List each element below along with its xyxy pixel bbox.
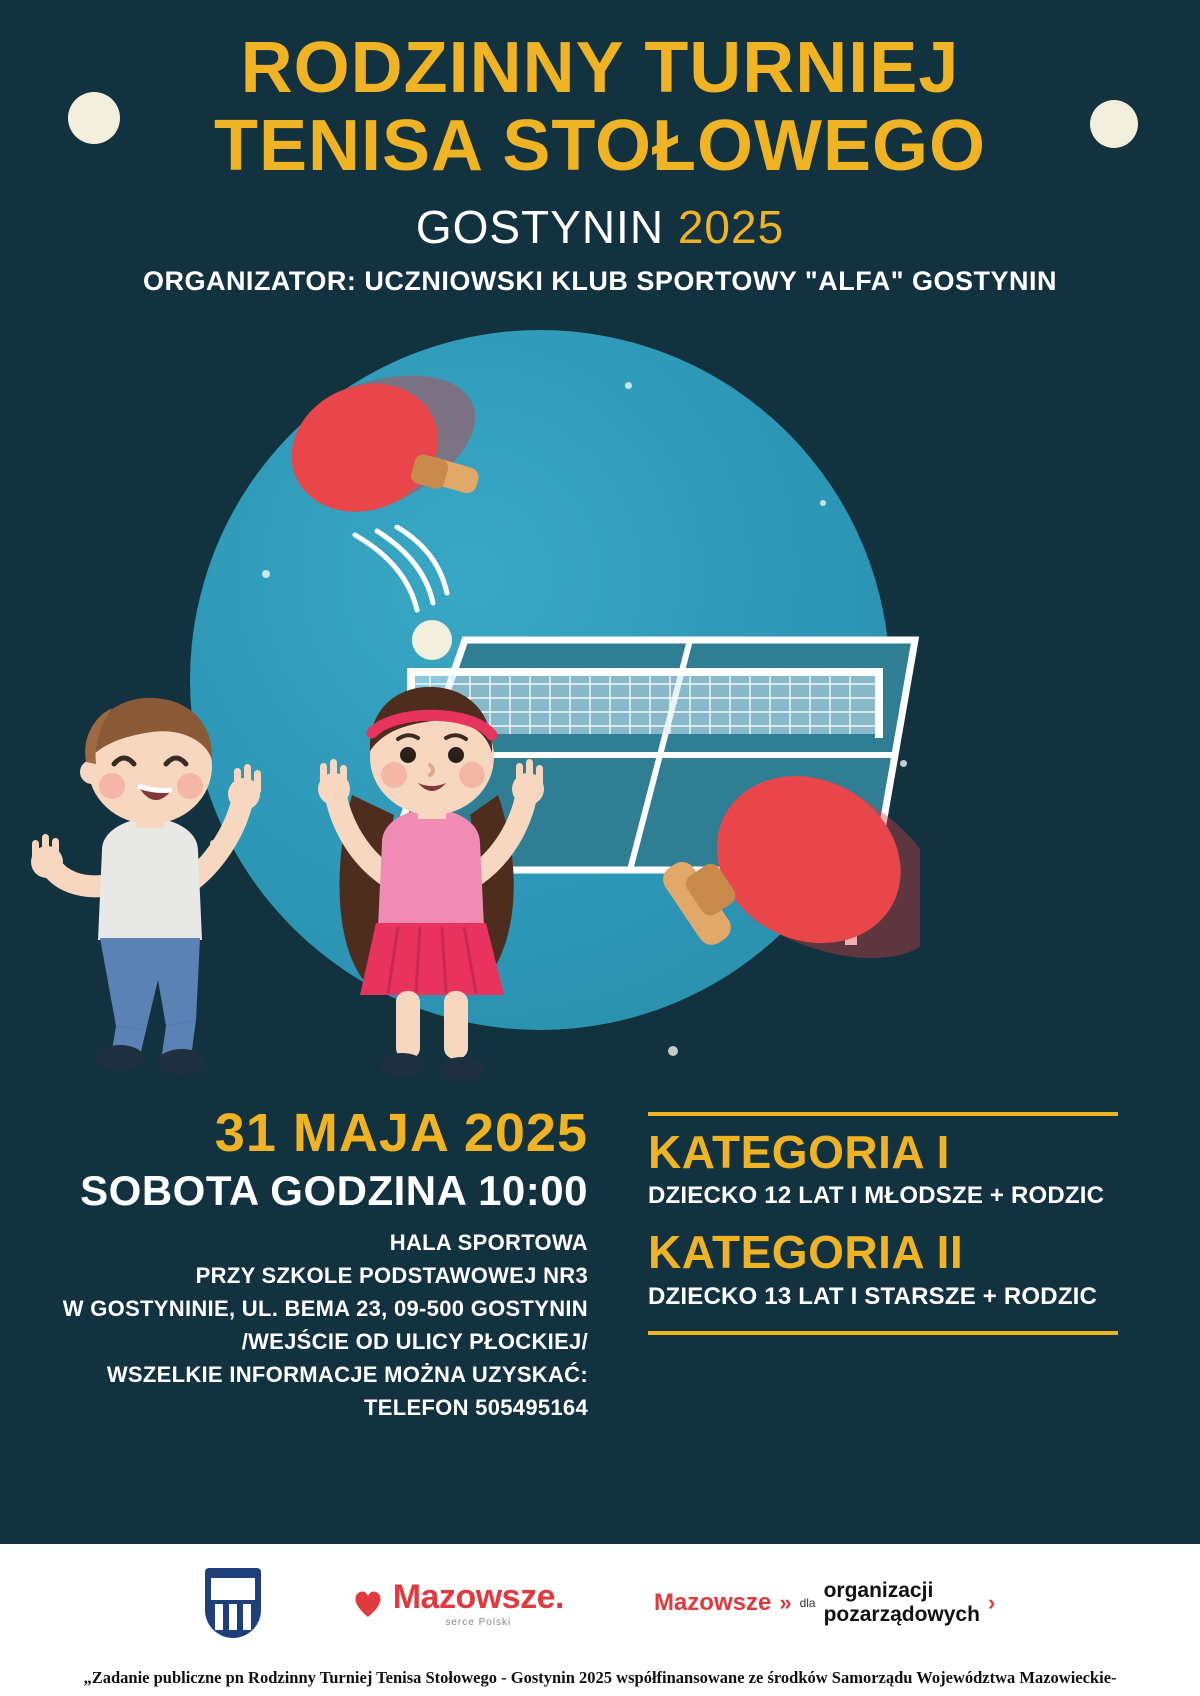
crest-column xyxy=(215,1604,223,1630)
motion-lines-icon xyxy=(335,525,455,625)
category-description: DZIECKO 13 LAT I STARSZE + RODZIC xyxy=(648,1282,1098,1310)
mazowsze-ngo-logo xyxy=(654,1579,995,1627)
crest-column xyxy=(243,1604,251,1630)
paddle-bottom-icon xyxy=(620,740,920,1040)
mazowsze-logo xyxy=(351,1578,564,1628)
gostynin-coat-of-arms-icon xyxy=(205,1568,261,1638)
subtitle-city: GOSTYNIN xyxy=(415,200,665,253)
subtitle xyxy=(0,200,1200,254)
category-item xyxy=(648,1128,1118,1210)
mazowsze-wordmark: Mazowsze. xyxy=(392,1578,564,1616)
poster-footer xyxy=(0,1544,1200,1696)
ngo-dla-label: dla xyxy=(799,1596,816,1610)
chevron-right-icon: › xyxy=(987,1590,996,1615)
ngo-line-1: organizacji xyxy=(823,1578,934,1602)
divider-bottom xyxy=(648,1331,1118,1335)
illustration xyxy=(0,320,1200,1110)
title-line-2: TENISA STOŁOWEGO xyxy=(213,105,987,186)
crest-band xyxy=(211,1578,255,1600)
sponsor-logos xyxy=(0,1562,1200,1644)
crest-column xyxy=(229,1604,237,1630)
ngo-line-2: pozarządowych xyxy=(823,1603,980,1626)
sparkle-dot xyxy=(668,1046,678,1056)
girl-character-illustration xyxy=(290,675,580,1105)
ngo-wordmark: Mazowsze xyxy=(653,1589,772,1616)
sparkle-dot xyxy=(625,382,632,389)
event-info-block xyxy=(48,1105,588,1424)
heart-icon xyxy=(351,1587,385,1619)
address-line: WSZELKIE INFORMACJE MOŻNA UZYSKAĆ: xyxy=(106,1361,588,1387)
category-item xyxy=(648,1228,1118,1310)
event-date: 31 MAJA 2025 xyxy=(214,1103,588,1163)
category-title: KATEGORIA I xyxy=(648,1126,950,1178)
title-line-1: RODZINNY TURNIEJ xyxy=(240,28,960,108)
address-line-phone: TELEFON 505495164 xyxy=(364,1394,588,1420)
mazowsze-tagline: serce Polski xyxy=(445,1617,512,1628)
address-line: W GOSTYNINIE, UL. BEMA 23, 09-500 GOSTYNIN xyxy=(62,1295,588,1321)
address-line: HALA SPORTOWA xyxy=(389,1229,588,1255)
sparkle-dot xyxy=(820,500,826,506)
flying-ball xyxy=(412,620,452,660)
chevron-double-right-icon: » xyxy=(779,1590,792,1615)
event-daytime: SOBOTA GODZINA 10:00 xyxy=(80,1166,588,1214)
boy-character-illustration xyxy=(20,690,280,1100)
categories-block xyxy=(648,1112,1118,1335)
organizer-line: ORGANIZATOR: UCZNIOWSKI KLUB SPORTOWY "ALFA" GOSTYNIN xyxy=(142,265,1058,296)
subtitle-year: 2025 xyxy=(677,200,785,253)
event-address xyxy=(48,1226,588,1424)
funding-disclaimer: „Zadanie publiczne pn Rodzinny Turniej Tenisa Stołowego - Gostynin 2025 współfinansowane ze środków Samorządu Województwa Mazowieckie- xyxy=(83,1668,1117,1687)
ngo-subject xyxy=(824,1579,980,1627)
sparkle-dot xyxy=(262,570,270,578)
category-description: DZIECKO 12 LAT I MŁODSZE + RODZIC xyxy=(648,1182,1105,1210)
category-title: KATEGORIA II xyxy=(648,1226,964,1279)
poster-header xyxy=(0,30,1200,297)
address-line: /WEJŚCIE OD ULICY PŁOCKIEJ/ xyxy=(241,1328,588,1354)
divider-top xyxy=(648,1112,1118,1116)
address-line: PRZY SZKOLE PODSTAWOWEJ NR3 xyxy=(195,1262,588,1288)
